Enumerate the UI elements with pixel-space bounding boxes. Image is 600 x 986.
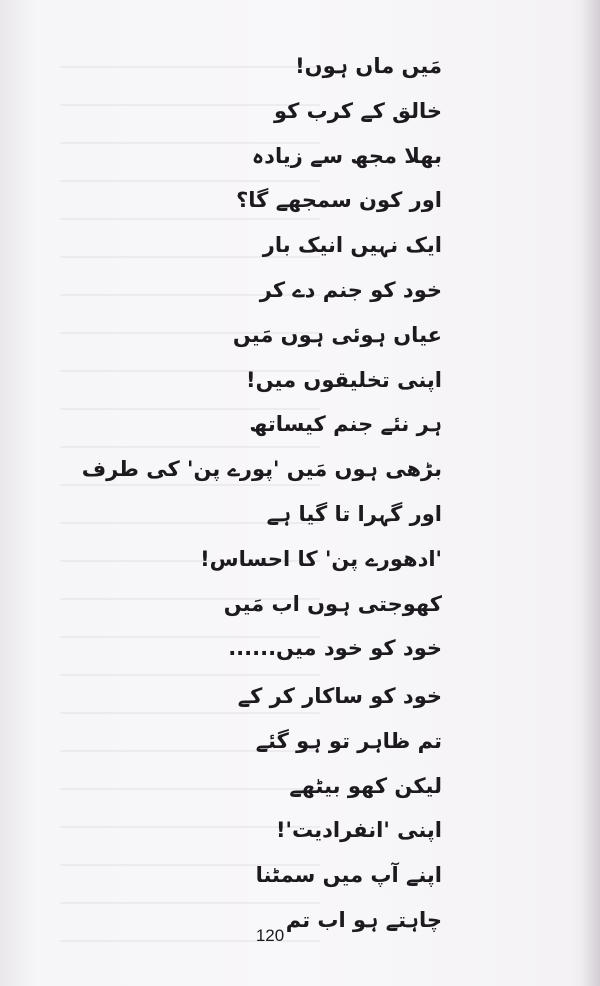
poem-line: بھلا مجھ سے زیادہ xyxy=(251,143,442,168)
poem-line: بڑھی ہوں مَیں 'پورے پن' کی طرف xyxy=(81,457,442,482)
poem-stanza-2 xyxy=(238,674,442,943)
poem-line: اپنی 'انفرادیت'! xyxy=(275,818,442,843)
poem-line: ہر نئے جنم کیساتھ xyxy=(249,412,442,437)
poem-line: اپنے آپ میں سمٹنا xyxy=(255,863,442,888)
poem-line: خود کو ساکار کر کے xyxy=(237,684,442,708)
poem-line: خود کو جنم دے کر xyxy=(259,277,442,302)
poem-line: لیکن کھو بیٹھے xyxy=(289,773,442,798)
poem-line: خود کو خود میں...... xyxy=(228,636,442,661)
poem-line: 'ادھورے پن' کا احساس! xyxy=(200,546,442,571)
poem-line: اور کون سمجھے گا؟ xyxy=(236,188,442,213)
poem-line: اور گہرا تا گیا ہے xyxy=(266,501,442,526)
poem-line: کھوجتی ہوں اب مَیں xyxy=(223,591,442,616)
poem-line: تم ظاہر تو ہو گئے xyxy=(255,728,442,753)
poem-stanza-1 xyxy=(82,44,442,671)
poem-line: عیاں ہوئی ہوں مَیں xyxy=(232,322,442,347)
page-number: 120 xyxy=(255,926,285,945)
poem-line: خالق کے کرب کو xyxy=(273,98,442,123)
poem-line: اپنی تخلیقوں میں! xyxy=(246,367,442,392)
poem-line: مَیں ماں ہوں! xyxy=(295,54,442,78)
spine-shadow xyxy=(582,0,600,986)
poem-line: ایک نہیں انیک بار xyxy=(262,233,442,258)
poem-line: چاہتے ہو اب تم xyxy=(285,907,442,932)
